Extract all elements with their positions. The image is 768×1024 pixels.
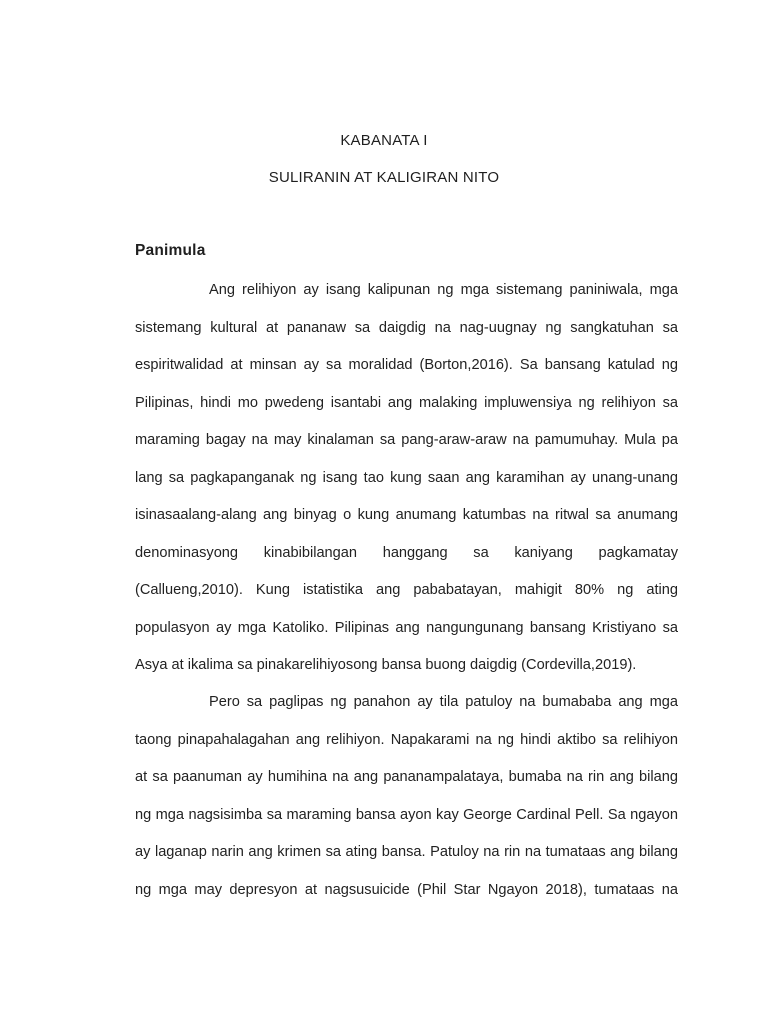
paragraph-line: lang sa pagkapanganak ng isang tao kung saan ang karamihan ay unang-unang [135,470,678,486]
paragraph-line: Asya at ikalima sa pinakarelihiyosong bansa buong daigdig (Cordevilla,2019). [135,657,637,673]
section-heading: Panimula [135,242,206,259]
paragraph-line: taong pinapahalagahan ang relihiyon. Napakarami na ng hindi aktibo sa relihiyon [135,732,678,748]
paragraph-line: ng mga may depresyon at nagsusuicide (Phil Star Ngayon 2018), tumataas na [135,882,678,898]
paragraph-line: populasyon ay mga Katoliko. Pilipinas ang nangungunang bansang Kristiyano sa [135,620,678,636]
paragraph-line: maraming bagay na may kinalaman sa pang-araw-araw na pamumuhay. Mula pa [135,432,678,448]
paragraph-line: denominasyong kinabibilangan hanggang sa kaniyang pagkamatay [135,545,678,561]
chapter-title: SULIRANIN AT KALIGIRAN NITO [268,169,500,186]
paragraph-line: isinasaalang-alang ang binyag o kung anumang katumbas na ritwal sa anumang [135,507,678,523]
chapter-number: KABANATA I [340,132,428,149]
paragraph-line: at sa paanuman ay humihina na ang pananampalataya, bumaba na rin ang bilang [135,769,678,785]
paragraph-line: Pilipinas, hindi mo pwedeng isantabi ang malaking impluwensiya ng relihiyon sa [135,395,678,411]
paragraph-line: ng mga nagsisimba sa maraming bansa ayon kay George Cardinal Pell. Sa ngayon [135,807,678,823]
paragraph-line: (Callueng,2010). Kung istatistika ang pababatayan, mahigit 80% ng ating [135,582,678,598]
paragraph-line: Pero sa paglipas ng panahon ay tila patuloy na bumababa ang mga [209,694,678,710]
paragraph-line: espiritwalidad at minsan ay sa moralidad (Borton,2016). Sa bansang katulad ng [135,357,678,373]
paragraph-line: Ang relihiyon ay isang kalipunan ng mga sistemang paniniwala, mga [209,282,678,298]
paragraph-line: sistemang kultural at pananaw sa daigdig na nag-uugnay ng sangkatuhan sa [135,320,678,336]
paragraph-line: ay laganap narin ang krimen sa ating bansa. Patuloy na rin na tumataas ang bilang [135,844,678,860]
